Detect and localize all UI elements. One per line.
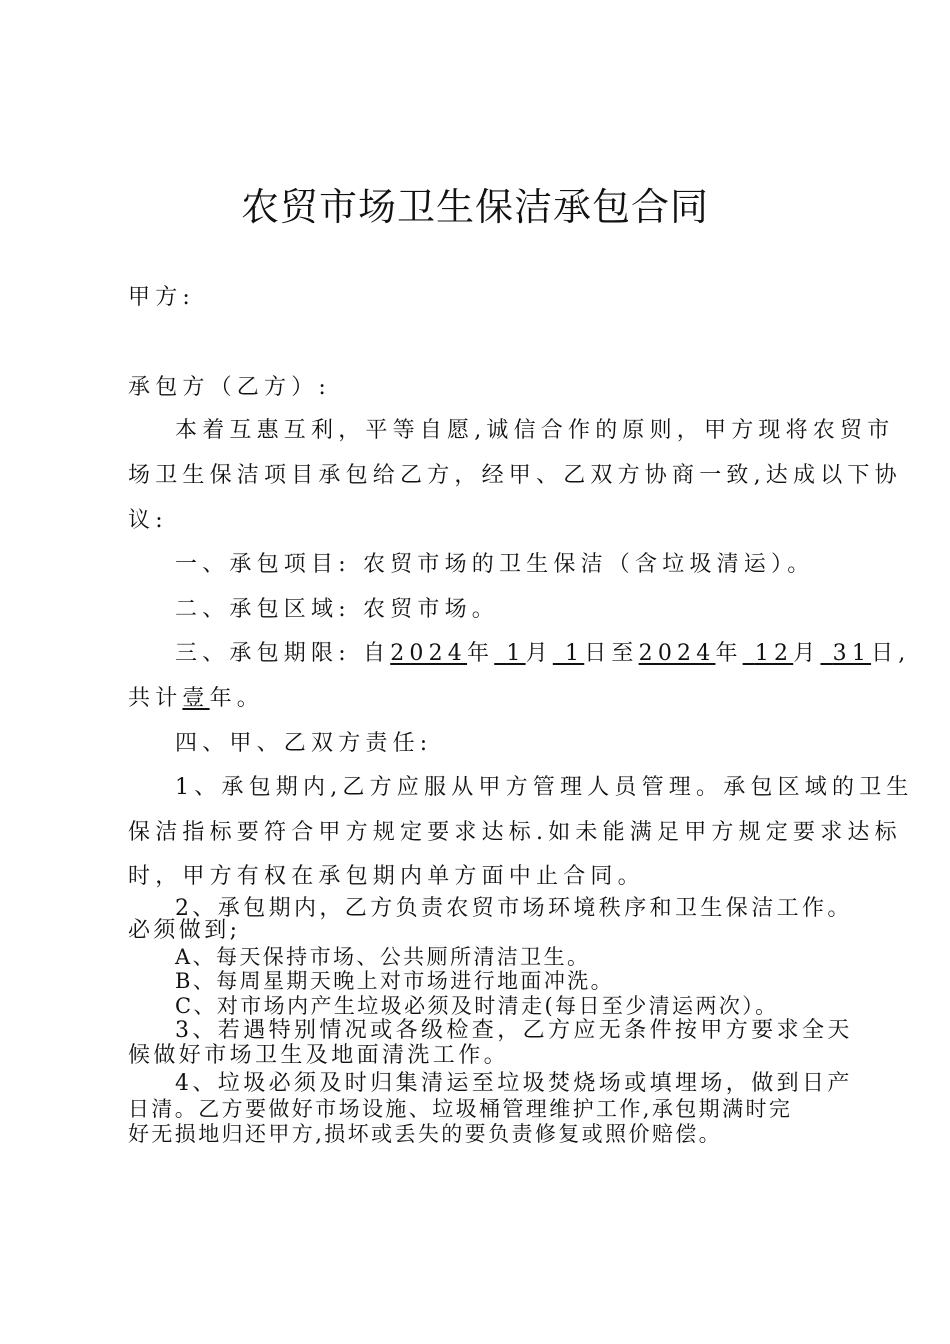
end-month: 12 [754, 641, 794, 666]
clause-responsibility: 四、甲、乙双方责任: [175, 731, 433, 756]
document-title: 农贸市场卫生保洁承包合同 [240, 185, 709, 229]
end-year: 2024 [638, 641, 716, 666]
start-month: 1 [506, 641, 526, 666]
resp1-line: 保洁指标要符合甲方规定要求达标.如未能满足甲方规定要求达标 [128, 820, 902, 845]
resp2-item-a: A、每天保持市场、公共厕所清洁卫生。 [175, 945, 591, 969]
total-value: 壹 [182, 686, 210, 711]
clause-project: 一、承包项目: 农贸市场的卫生保洁（含垃圾清运）。 [175, 552, 815, 577]
total-suffix: 年。 [209, 686, 265, 711]
start-year: 2024 [390, 641, 468, 666]
term-total [128, 686, 264, 712]
day-to: 日至 [584, 641, 639, 666]
resp3-line: 候做好市场卫生及地面清洗工作。 [128, 1043, 510, 1068]
resp2-line: 必须做到; [128, 918, 241, 943]
party-b-label: 承包方（乙方）: [128, 375, 332, 400]
resp1-line: 1、承包期内,乙方应服从甲方管理人员管理。承包区域的卫生 [175, 775, 914, 800]
intro-line: 场卫生保洁项目承包给乙方，经甲、乙双方协商一致,达成以下协 [128, 463, 902, 488]
month-word: 月 [525, 641, 553, 666]
resp1-line: 时，甲方有权在承包期内单方面中止合同。 [128, 864, 645, 889]
resp4-line: 好无损地归还甲方,损坏或丢失的要负责修复或照价赔偿。 [128, 1122, 723, 1146]
intro-line: 本着互惠互利，平等自愿,诚信合作的原则，甲方现将农贸市 [175, 418, 895, 443]
clause-term [175, 641, 910, 667]
start-day: 1 [565, 641, 585, 666]
intro-line: 议: [128, 508, 168, 533]
term-prefix: 三、承包期限: 自 [175, 641, 391, 666]
end-day: 31 [832, 641, 872, 666]
resp3-line: 3、若遇特别情况或各级检查，乙方应无条件按甲方要求全天 [175, 1018, 853, 1043]
year-word: 年 [715, 641, 743, 666]
resp4-line: 4、垃圾必须及时归集清运至垃圾焚烧场或填埋场，做到日产 [175, 1071, 853, 1096]
total-prefix: 共计 [128, 686, 183, 711]
resp2-line: 2、承包期内，乙方负责农贸市场环境秩序和卫生保洁工作。 [175, 896, 853, 921]
resp2-item-b: B、每周星期天晚上对市场进行地面冲洗。 [175, 969, 615, 993]
resp4-line: 日清。乙方要做好市场设施、垃圾桶管理维护工作,承包期满时完 [128, 1097, 793, 1121]
party-a-label: 甲方: [128, 285, 196, 310]
clause-area: 二、承包区域: 农贸市场。 [175, 597, 500, 622]
day-end: 日, [871, 641, 911, 666]
resp2-item-c: C、对市场内产生垃圾必须及时清走(每日至少清运两次）。 [175, 994, 779, 1018]
year-word: 年 [467, 641, 495, 666]
month-word: 月 [793, 641, 821, 666]
